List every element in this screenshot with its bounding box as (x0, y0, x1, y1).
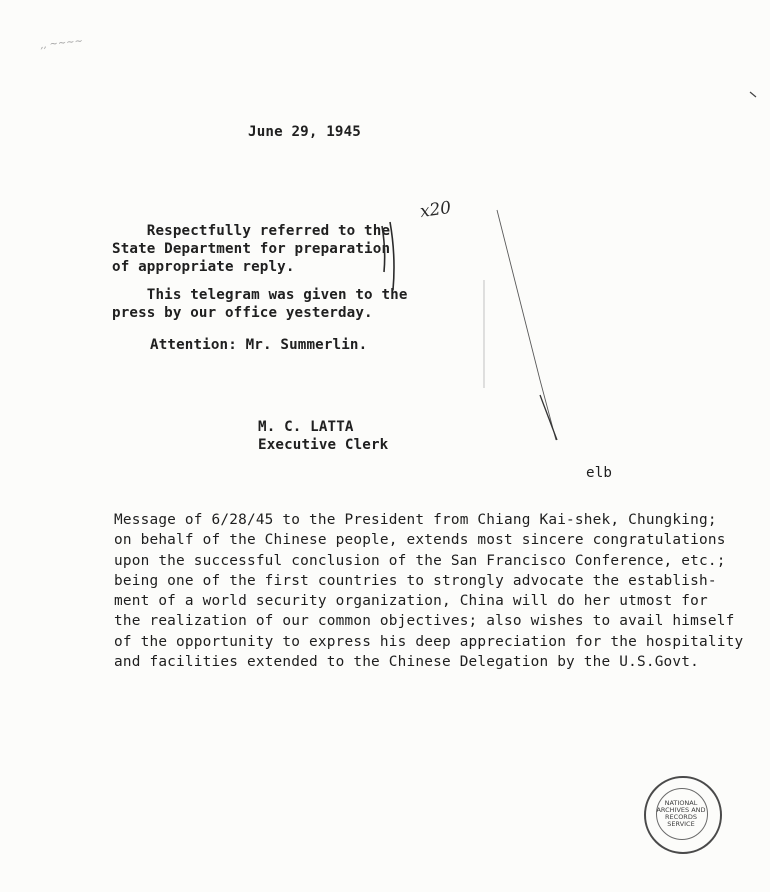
press-paragraph: This telegram was given to the press by our office yesterday. (112, 287, 408, 321)
typist-initials: elb (586, 465, 613, 481)
corner-tick-mark (750, 92, 756, 97)
margin-tick-mark (540, 395, 557, 440)
message-summary: Message of 6/28/45 to the President from Chiang Kai-shek, Chungking; on behalf of the Chinese people, extends most sincere congratulations upon the successful conclusion of the San Francisco Conference, etc.; being one of the first countries to strongly advocate the establish- ment of a world security organization, China will do her utmost for the realization of our common objectives; also wishes to avail himself of the opportunity to express his deep appreciation for the hospitality and facilities extended to the Chinese Delegation by the U.S.Govt. (114, 512, 744, 671)
attention-line: Attention: Mr. Summerlin. (150, 337, 368, 353)
stamp-text: NATIONAL ARCHIVES AND RECORDS SERVICE (656, 799, 706, 828)
handwritten-file-mark: x20 (418, 197, 453, 223)
margin-line-mark (497, 210, 556, 440)
corner-handwritten-note: ,, ~~~~ (39, 35, 84, 52)
signature-block: M. C. LATTA Executive Clerk (258, 419, 389, 453)
bracket-mark-left (382, 226, 385, 272)
archives-stamp (644, 776, 722, 854)
referral-paragraph: Respectfully referred to the State Department for preparation of appropriate reply. (112, 223, 391, 275)
bracket-mark-right (390, 222, 394, 290)
document-date: June 29, 1945 (248, 124, 361, 140)
